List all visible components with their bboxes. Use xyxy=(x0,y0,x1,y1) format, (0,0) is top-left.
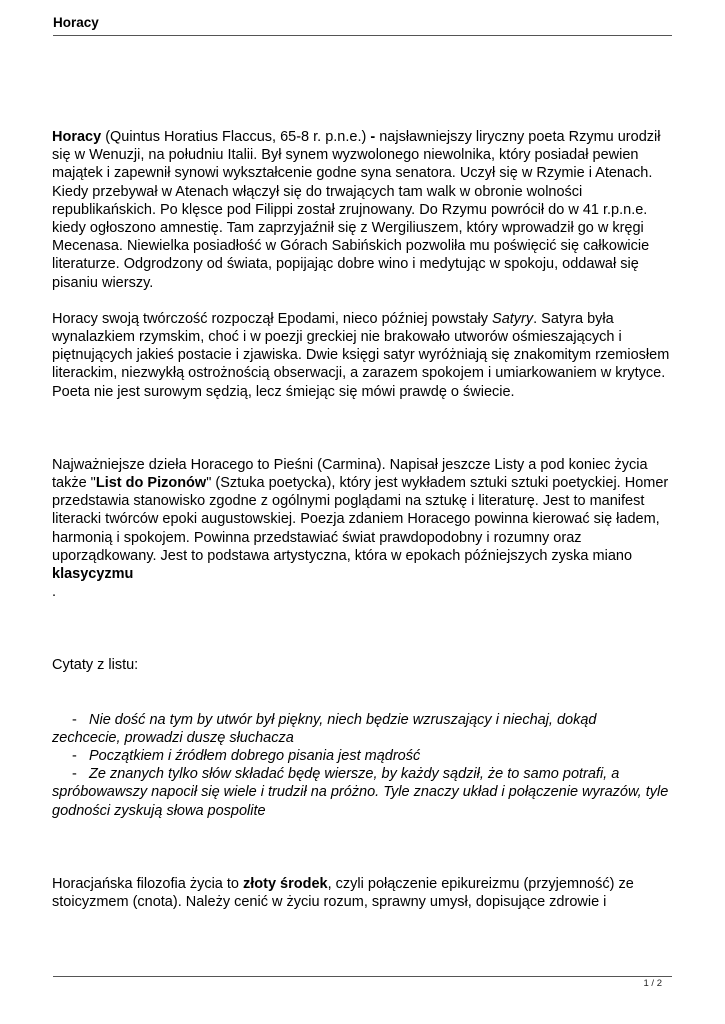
philosophy-text-2: , czyli połączenie epikureizmu (przyjemność) ze stoicyzmem (cnota). Należy cenić w życiu rozum, sprawny umysł, dopisujące zdrowie i xyxy=(52,875,634,911)
main-works-text-1: Najważniejsze dzieła Horacego to Pieśni (Carmina). Napisał jeszcze Listy a pod koniec życia także " xyxy=(52,456,648,492)
quote-dash: - xyxy=(72,766,77,783)
quote-item xyxy=(52,765,674,820)
golden-mean-term: złoty środek xyxy=(243,875,328,892)
intro-text-1: (Quintus Horatius Flaccus, 65-8 r. p.n.e.) xyxy=(101,129,371,145)
main-works-text-2: " (Sztuka poetycka), który jest wykładem sztuki sztuki poetyckiej. Homer przedstawia stanowisko zgodne z ogólnymi poglądami na sztukę i literaturę. Jest to manifest literacki twórców epoki augustowskiej. Poezja zdaniem Horacego powinna kierować się ładem, harmonią i spokojem. Powinna przedstawiać świat prawdopodobny i rozumny oraz uporządkowany. Jest to podstawa artystyczna, która w epokach późniejszych zyska miano xyxy=(52,475,669,564)
pizonow-title: List do Pizonów xyxy=(95,475,207,492)
quote-continuation: zechcecie, prowadzi duszę słuchacza xyxy=(52,729,294,746)
works-paragraph xyxy=(52,310,674,401)
footer-rule xyxy=(53,976,672,977)
quote-dash: - xyxy=(72,748,77,765)
page-header-title: Horacy xyxy=(53,15,99,30)
page-number: 1 / 2 xyxy=(643,978,662,989)
works-text-1: Horacy swoją twórczość rozpoczął Epodami, nieco później powstały xyxy=(52,310,493,327)
main-works-paragraph xyxy=(52,456,674,602)
intro-dash: - xyxy=(370,129,376,145)
subject-name: Horacy xyxy=(52,129,102,145)
quotes-heading: Cytaty z listu: xyxy=(52,657,139,674)
quote-item xyxy=(52,747,674,765)
intro-paragraph xyxy=(52,128,674,292)
quote-item xyxy=(52,711,674,747)
quote-continuation: spróbowawszy napocił się wiele i trudził na próżno. Tyle znaczy układ i połączenie wyrazów, tyle godności zyskują słowa pospolite xyxy=(52,784,669,819)
philosophy-text-1: Horacjańska filozofia życia to xyxy=(52,875,243,892)
philosophy-paragraph xyxy=(52,875,674,911)
quote-text: Nie dość na tym by utwór był piękny, niech będzie wzruszający i niechaj, dokąd xyxy=(89,711,597,728)
intro-text-2: najsławniejszy liryczny poeta Rzymu urodził się w Wenuzji, na południu Italii. Był synem wyzwolonego niewolnika, który posiadał pewien majątek i zapewnił synowi wykształcenie godne syna senatora. Uczył się w Rzymie i Atenach. Kiedy przebywał w Atenach włączył się do trwających tam walk w obronie wolności republikańskich. Po klęsce pod Filippi został zrujnowany. Do Rzymu powrócił do w 41 r.p.n.e. kiedy ogłoszono amnestię. Tam zaprzyjaźnił się z Wergiliuszem, który wprowadził go w kręgi Mecenasa. Niewielka posiadłość w Górach Sabińskich pozwoliła mu poświęcić się całkowicie literaturze. Odgrodzony od świata, popijając dobre wino i medytując w spokoju, oddawał się pisaniu wierszy. xyxy=(52,129,661,291)
article-body xyxy=(52,128,674,911)
klasycyzm-term: klasycyzmu xyxy=(52,566,134,583)
trailing-dot: . xyxy=(52,584,57,601)
header-rule xyxy=(53,35,672,36)
quote-dash: - xyxy=(72,711,77,728)
quotes-list xyxy=(52,711,674,820)
works-text-2: . Satyra była wynalazkiem rzymskim, choć i w poezji greckiej nie brakowało utworów ośmieszających i piętnujących jakieś postacie i zjawiska. Dwie księgi satyr wyróżniają się znakomitym rzemiosłem literackim, niezwykłą ostrożnością obserwacji, a zarazem spokojem i umiarkowaniem w krytyce. Poeta nie jest surowym sędzią, lecz śmiejąc się mówi prawdę o świecie. xyxy=(52,310,670,400)
satyry-title: Satyry xyxy=(492,310,534,327)
quote-text: Początkiem i źródłem dobrego pisania jest mądrość xyxy=(89,748,421,765)
quote-text: Ze znanych tylko słów składać będę wiersze, by każdy sądził, że to samo potrafi, a xyxy=(89,766,620,783)
